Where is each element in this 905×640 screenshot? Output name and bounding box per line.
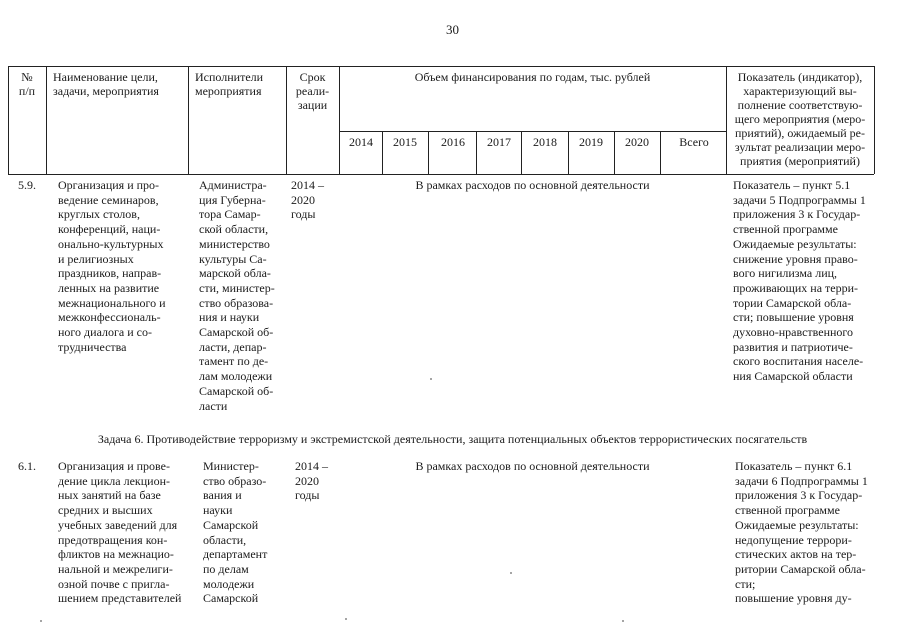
- page-number: 30: [446, 22, 459, 37]
- scan-speck: [345, 618, 347, 620]
- header-year-2018: 2018: [533, 135, 557, 149]
- scan-speck: [622, 620, 624, 622]
- header-year-2015: 2015: [393, 135, 417, 149]
- header-year-2020: 2020: [625, 135, 649, 149]
- row-funding: В рамках расходов по основной деятельности: [415, 178, 650, 192]
- row-indicator: Показатель – пункт 6.1 задачи 6 Подпрограммы 1 приложения 3 к Государ- ственной программе Ожидаемые результаты: недопущение террори- стических актов на тер- ритории Самарской обла- сти; повышение уровня ду-: [735, 459, 868, 606]
- row-executors: Администра- ция Губерна- тора Самар- ской области, министерство культуры Са- марской обла- сти, министер- ство образова- ния и науки Самарской об- ласти, депар- тамент по де- лам молодежи Самарской об- ласти: [199, 178, 275, 413]
- row-number: 5.9.: [18, 178, 36, 192]
- row-funding: В рамках расходов по основной деятельности: [415, 459, 650, 473]
- header-year-2019: 2019: [579, 135, 603, 149]
- header-total: Всего: [679, 135, 709, 149]
- row-number: 6.1.: [18, 459, 36, 473]
- row-executors: Министер- ство образо- вания и науки Самарской области, департамент по делам молодежи Самарской: [203, 459, 268, 606]
- header-executors: Исполнители мероприятия: [195, 70, 264, 98]
- header-year-2016: 2016: [441, 135, 465, 149]
- years-divider-line: [339, 131, 726, 132]
- header-funding: Объем финансирования по годам, тыс. рублей: [414, 70, 651, 84]
- header-year-2017: 2017: [487, 135, 511, 149]
- header-name: Наименование цели, задачи, мероприятия: [53, 70, 159, 98]
- scan-speck: [40, 620, 42, 622]
- row-indicator: Показатель – пункт 5.1 задачи 5 Подпрограммы 1 приложения 3 к Государ- ственной программе Ожидаемые результаты: снижение уровня право- вого нигилизма лиц, проживающих на терри- тории Самарской обла- сти; повышение уровня духовно-нравственного развития и патриотиче- ского воспитания населе- ния Самарской области: [733, 178, 866, 384]
- header-indicator: Показатель (индикатор), характеризующий вы- полнение соответствую- щего мероприятия (меро- приятий), ожидаемый ре- зультат реализации меро- приятия (мероприятий): [734, 70, 866, 168]
- row-name: Организация и прове- дение цикла лекцион- ных занятий на базе средних и высших учебных заведений для предотвращения кон- фликтов на межнацио- нальной и межрелиги- озной почве с пригла- шением представителей: [58, 459, 182, 606]
- header-top-border: [8, 66, 874, 67]
- header-number: № п/п: [18, 70, 36, 98]
- row-name: Организация и про- ведение семинаров, круглых столов, конференций, наци- онально-культурных и религиозных праздников, направ- ленных на развитие межнационального и межконфессиональ- ного диалога и со- трудничества: [58, 178, 166, 354]
- scan-speck: [510, 572, 512, 574]
- task-6-heading: Задача 6. Противодействие терроризму и экстремистской деятельности, защита потенциальных объектов террористических посягательств: [97, 432, 808, 446]
- header-bottom-border: [8, 174, 874, 175]
- header-term: Срок реали- зации: [295, 70, 330, 112]
- row-term: 2014 – 2020 годы: [295, 459, 328, 503]
- scan-speck: [430, 378, 432, 380]
- header-year-2014: 2014: [349, 135, 373, 149]
- row-term: 2014 – 2020 годы: [291, 178, 324, 222]
